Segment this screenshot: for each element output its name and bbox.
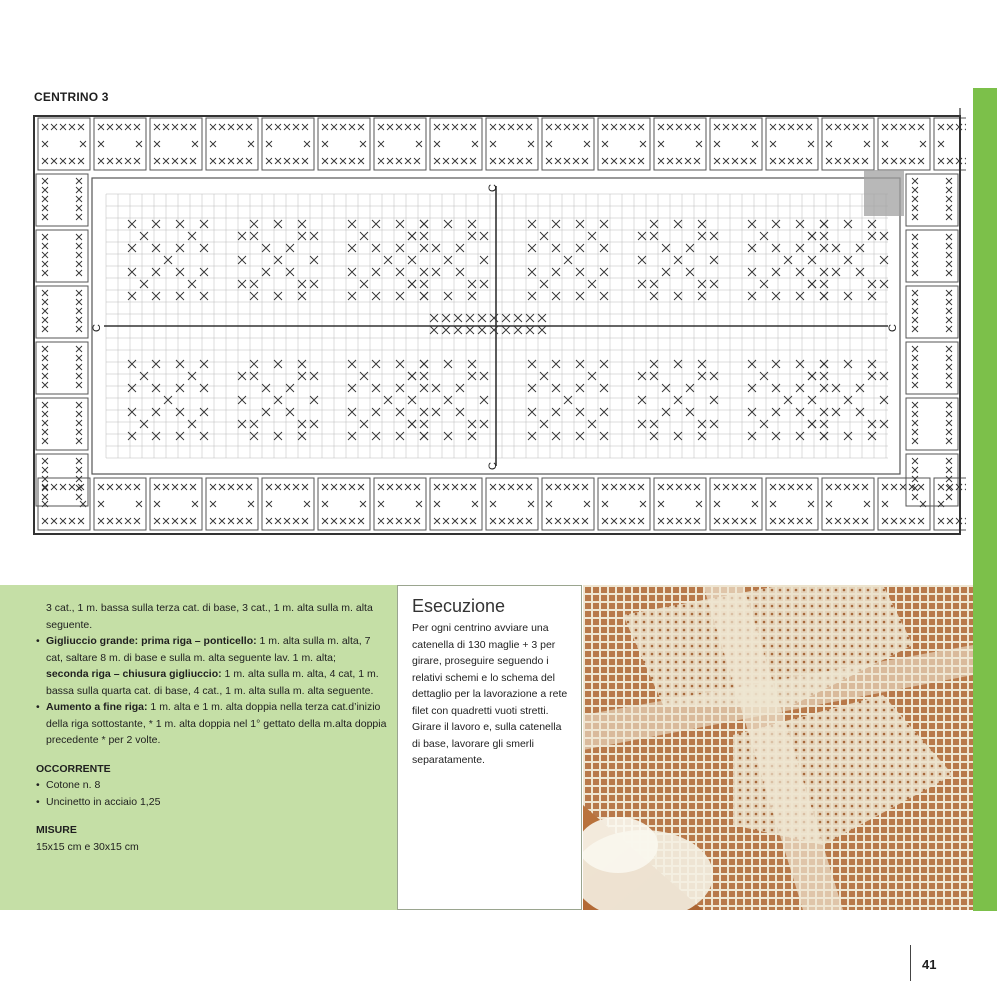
chart-title: CENTRINO 3 bbox=[34, 90, 109, 104]
chart-marker-left: C bbox=[91, 324, 103, 332]
chart-detail-highlight bbox=[864, 170, 904, 216]
misure-value: 15x15 cm e 30x15 cm bbox=[36, 840, 139, 853]
chart-marker-right: C bbox=[887, 324, 899, 332]
instructions-text bbox=[36, 600, 388, 855]
filet-chart bbox=[26, 108, 966, 542]
page-number: 41 bbox=[922, 957, 937, 972]
chart-marker-top: C bbox=[487, 184, 499, 192]
esecuzione-text: Per ogni centrino avviare una catenella di 130 maglie + 3 per girare, proseguire seguendo i relativi schemi e lo schema del dettaglio per la lavorazione a rete filet con quadretti vuoti stretti. Girare il lavoro e, sulla catenella di base, lavorare gli smerli separatamente. bbox=[412, 622, 568, 766]
esecuzione-title: Esecuzione bbox=[412, 596, 506, 616]
occorrente-item: • Uncinetto in acciaio 1,25 bbox=[36, 794, 388, 811]
side-accent-bar bbox=[973, 88, 997, 911]
esecuzione-box bbox=[397, 585, 582, 910]
occorrente-item: • Cotone n. 8 bbox=[36, 777, 388, 794]
instruction-bullet-gigliuccio: • Gigliuccio grande: prima riga – ponticello: 1 m. alta sulla m. alta, 7 cat, saltare 8 m. di base e sulla m. alta seguente lav. 1 m. alta; bbox=[36, 633, 388, 666]
instruction-bullet-aumento: • Aumento a fine riga: 1 m. alta e 1 m. alta doppia nella terza cat.d’inizio della riga sottostante, * 1 m. alta doppia nel 1° gettato della m.alta doppia precedente * per 2 volte. bbox=[36, 699, 388, 749]
page-number-rule bbox=[910, 945, 911, 981]
instruction-seconda-riga: seconda riga – chiusura gigliuccio: 1 m. alta sulla m. alta, 4 cat, 1 m. bassa sulla quarta cat. di base, 4 cat., 1 m. alta sulla m. alta seguente. bbox=[46, 668, 379, 697]
misure-heading: MISURE bbox=[36, 824, 77, 836]
instruction-line: 3 cat., 1 m. bassa sulla terza cat. di base, 3 cat., 1 m. alta sulla m. alta seguente. bbox=[46, 602, 373, 631]
occorrente-heading: OCCORRENTE bbox=[36, 762, 111, 775]
chart-marker-bottom: C bbox=[487, 462, 499, 470]
lace-photo bbox=[583, 585, 973, 910]
